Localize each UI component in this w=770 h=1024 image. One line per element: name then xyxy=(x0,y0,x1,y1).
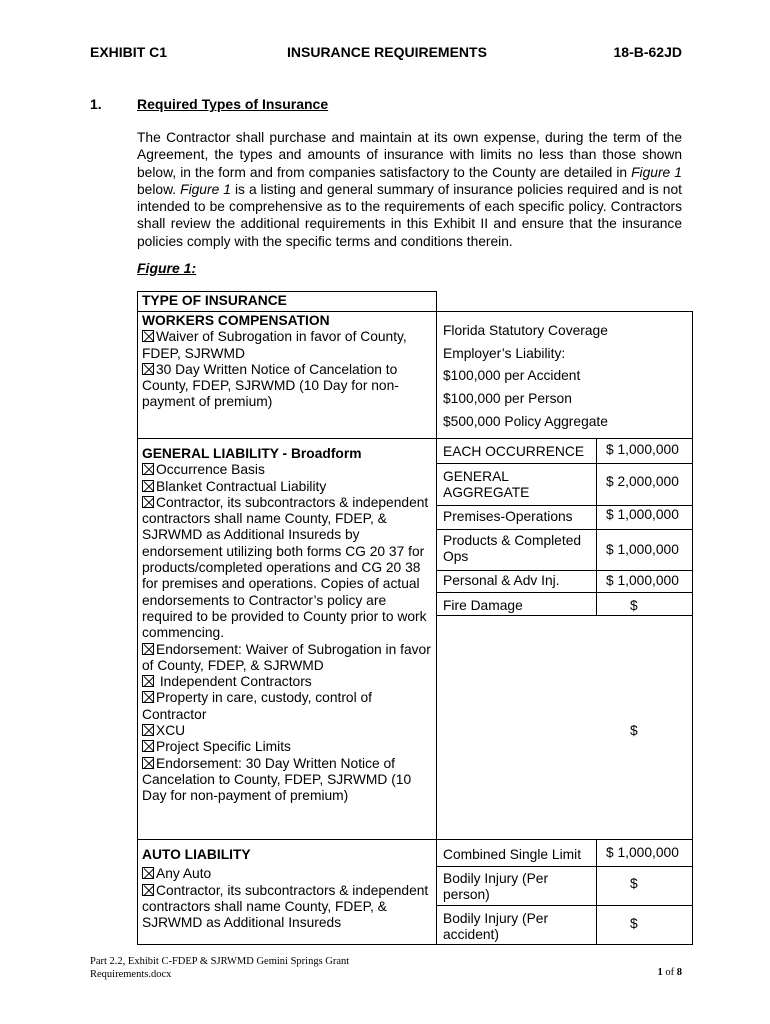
footer-line: Requirements.docx xyxy=(90,969,172,980)
checked-box-icon xyxy=(142,643,154,655)
section-number: 1. xyxy=(90,96,102,112)
auto-liability-cell xyxy=(142,847,436,931)
gl-limit-label: Premises-Operations xyxy=(443,509,573,524)
workers-comp-item: Waiver of Subrogation in favor of County, FDEP, SJRWMD xyxy=(142,329,407,361)
auto-limit-value: $ 1,000,000 xyxy=(606,845,679,860)
exhibit-label: EXHIBIT C1 xyxy=(90,44,168,60)
checked-box-icon xyxy=(142,867,154,879)
general-liability-cell xyxy=(142,446,436,805)
footer-line: Part 2.2, Exhibit C-FDEP & SJRWMD Gemini Springs Grant xyxy=(90,956,350,967)
para-text-1: The Contractor shall purchase and maintain at its own expense, during the term of the Agreement, the types and amounts of insurance with limits no less than those shown below, in the form and from companies satisfactory to the County are detailed in xyxy=(137,130,682,180)
checked-box-icon xyxy=(142,463,154,475)
checked-box-icon xyxy=(142,884,154,896)
workers-comp-title: WORKERS COMPENSATION xyxy=(142,313,330,328)
gl-item: Property in care, custody, control of Contractor xyxy=(142,690,372,722)
para-text-3: is a listing and general summary of insurance policies required and is not intended to be comprehensive as to the requirements of each specific policy. Contractors shall review the additional requirements in this Exhibit II and ensure that the insurance policies comply with the specific terms and conditions therein. xyxy=(137,181,682,249)
gl-item: Blanket Contractual Liability xyxy=(142,479,436,495)
gl-item: Contractor, its subcontractors & independent contractors shall name County, FDEP, & SJRWMD as Additional Insureds by endorsement utilizing both forms CG 20 37 for products/completed operations and CG 20 38 for premises and operations. Copies of actual endorsements to Contractor’s policy are required to be provided to County prior to work commencing. xyxy=(142,494,429,641)
gl-item: Independent Contractors xyxy=(142,674,436,690)
workers-comp-cell xyxy=(142,313,434,411)
coverage-line: $100,000 per Person xyxy=(443,391,572,407)
checked-box-icon xyxy=(142,480,154,492)
coverage-line: $500,000 Policy Aggregate xyxy=(443,413,608,429)
gl-limit-value: $ 1,000,000 xyxy=(606,442,679,457)
section-title: Required Types of Insurance xyxy=(137,96,329,112)
gl-limit-label: Products & Completed Ops xyxy=(443,533,582,565)
checked-box-icon xyxy=(142,363,154,375)
coverage-line: Florida Statutory Coverage xyxy=(443,323,608,338)
checked-box-icon xyxy=(142,691,154,703)
figure-reference: Figure 1 xyxy=(180,181,231,197)
auto-limit-label: Combined Single Limit xyxy=(443,847,582,862)
document-title: INSURANCE REQUIREMENTS xyxy=(287,44,487,60)
checked-box-icon xyxy=(142,757,154,769)
page-header xyxy=(90,44,682,66)
gl-limit-label: Fire Damage xyxy=(443,598,523,613)
gl-item: Endorsement: Waiver of Subrogation in favor of County, FDEP, & SJRWMD xyxy=(142,641,431,673)
workers-comp-coverage xyxy=(443,320,608,434)
checked-box-icon xyxy=(142,740,154,752)
gl-limit-label: EACH OCCURRENCE xyxy=(443,444,585,459)
gl-limit-value: $ xyxy=(630,598,638,613)
page-number xyxy=(658,967,683,978)
gl-item: Occurrence Basis xyxy=(142,462,436,478)
page-of: of xyxy=(665,967,675,978)
gl-item: Endorsement: 30 Day Written Notice of Cancelation to County, FDEP, SJRWMD (10 Day for non-payment of premium) xyxy=(142,755,412,804)
auto-limit-value: $ xyxy=(630,916,638,931)
auto-limit-label: Bodily Injury (Per person) xyxy=(443,871,549,903)
coverage-line: $100,000 per Accident xyxy=(443,368,581,384)
checked-box-icon xyxy=(142,724,154,736)
gl-item: Project Specific Limits xyxy=(142,739,436,755)
auto-liability-title: AUTO LIABILITY xyxy=(142,847,251,862)
figure-reference: Figure 1 xyxy=(631,164,682,180)
para-text-2: below. xyxy=(137,181,181,197)
type-of-insurance-header: TYPE OF INSURANCE xyxy=(142,293,287,308)
gl-limit-label: Personal & Adv Inj. xyxy=(443,573,560,588)
checked-box-icon xyxy=(142,675,154,687)
gl-limit-label: GENERAL AGGREGATE xyxy=(443,469,530,501)
auto-limit-value: $ xyxy=(630,876,638,891)
checked-box-icon xyxy=(142,496,154,508)
gl-limit-value: $ xyxy=(630,723,638,738)
gl-limit-value: $ 1,000,000 xyxy=(606,542,679,557)
gl-limit-value: $ 1,000,000 xyxy=(606,507,679,522)
gl-limit-value: $ 1,000,000 xyxy=(606,573,679,588)
auto-item: Any Auto xyxy=(142,866,436,882)
current-page: 1 xyxy=(657,967,663,978)
intro-paragraph xyxy=(137,129,682,250)
auto-limit-label: Bodily Injury (Per accident) xyxy=(443,911,549,943)
workers-comp-item: 30 Day Written Notice of Cancelation to County, FDEP, SJRWMD (10 Day for non-payment of premium) xyxy=(142,361,399,410)
figure-label: Figure 1: xyxy=(137,260,197,276)
auto-item: Contractor, its subcontractors & independent contractors shall name County, FDEP, & SJRWMD as Additional Insureds xyxy=(142,882,429,931)
gl-item: XCU xyxy=(142,723,436,739)
general-liability-title: GENERAL LIABILITY - Broadform xyxy=(142,446,362,461)
coverage-line: Employer’s Liability: xyxy=(443,345,566,361)
total-pages: 8 xyxy=(676,967,682,978)
document-code: 18-B-62JD xyxy=(613,44,682,60)
footer-filename xyxy=(90,955,349,981)
checked-box-icon xyxy=(142,330,154,342)
gl-limit-value: $ 2,000,000 xyxy=(606,474,679,489)
